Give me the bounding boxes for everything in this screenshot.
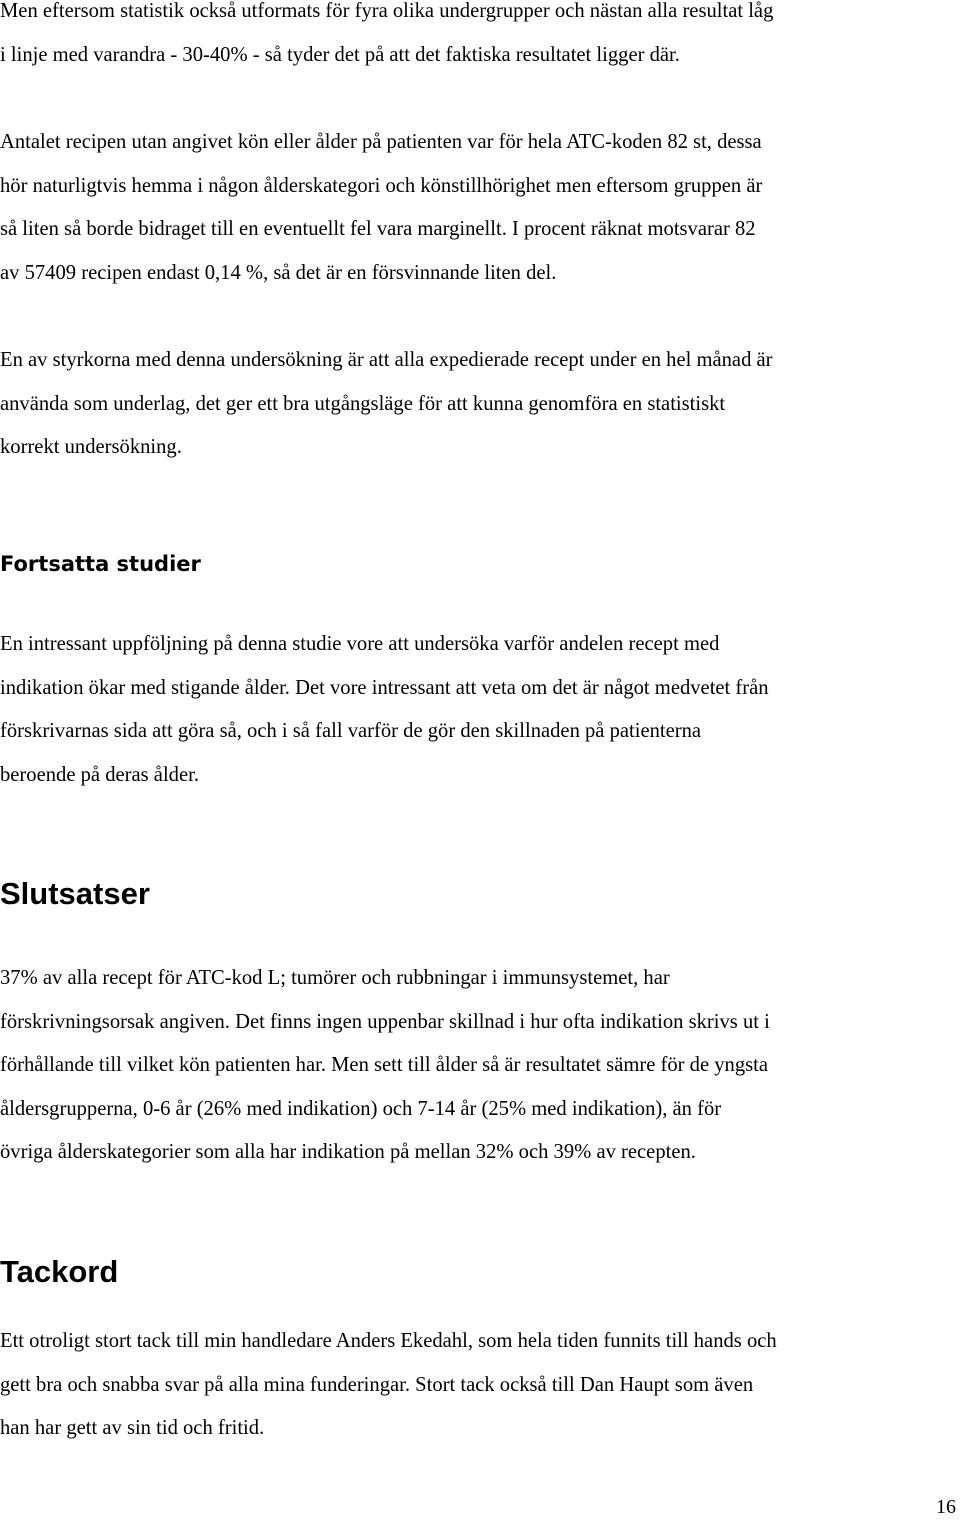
text-line: övriga ålderskategorier som alla har indikation på mellan 32% och 39% av recepten. (0, 1141, 696, 1164)
text-line: åldersgrupperna, 0-6 år (26% med indikation) och 7-14 år (25% med indikation), än för (0, 1097, 722, 1120)
paragraph-further-studies (0, 623, 960, 797)
text-line: Men eftersom statistik också utformats för fyra olika undergrupper och nästan alla resultat låg (0, 0, 774, 22)
text-line: hör naturligtvis hemma i någon ålderskategori och könstillhörighet men eftersom gruppen är (0, 174, 763, 197)
text-line: använda som underlag, det ger ett bra utgångsläge för att kunna genomföra en statistiskt (0, 392, 726, 415)
paragraph-conclusions (0, 957, 960, 1175)
text-line: beroende på deras ålder. (0, 763, 199, 786)
text-line: av 57409 recipen endast 0,14 %, så det är en försvinnande liten del. (0, 261, 557, 284)
paragraph-statistics-subgroups (0, 0, 960, 77)
paragraph-acknowledgements (0, 1320, 960, 1451)
text-line: förskrivarnas sida att göra så, och i så fall varför de gör den skillnaden på patienterna (0, 720, 702, 743)
text-line: Antalet recipen utan angivet kön eller ålder på patienten var för hela ATC-koden 82 st, dessa (0, 131, 762, 153)
paragraph-missing-gender-age (0, 121, 960, 295)
text-line: så liten så borde bidraget till en eventuellt fel vara marginellt. I procent räknat motsvarar 82 (0, 218, 756, 241)
text-line: En intressant uppföljning på denna studie vore att undersöka varför andelen recept med (0, 633, 720, 655)
text-line: 37% av alla recept för ATC-kod L; tumörer och rubbningar i immunsystemet, har (0, 967, 670, 989)
text-line: förskrivningsorsak angiven. Det finns ingen uppenbar skillnad i hur ofta indikation skrivs ut i (0, 1010, 770, 1033)
text-line: han har gett av sin tid och fritid. (0, 1417, 265, 1440)
text-line: En av styrkorna med denna undersökning är att alla expedierade recept under en hel månad är (0, 349, 773, 371)
heading-tackord: Tackord (0, 1254, 119, 1289)
text-line: gett bra och snabba svar på alla mina funderingar. Stort tack också till Dan Haupt som även (0, 1373, 754, 1396)
text-line: förhållande till vilket kön patienten har. Men sett till ålder så är resultatet sämre för de yngsta (0, 1054, 769, 1077)
text-line: Ett otroligt stort tack till min handledare Anders Ekedahl, som hela tiden funnits till hands och (0, 1330, 777, 1352)
text-line: indikation ökar med stigande ålder. Det vore intressant att veta om det är något medvetet från (0, 676, 769, 699)
heading-fortsatta-studier: Fortsatta studier (0, 552, 201, 576)
page-number: 16 (936, 1496, 956, 1518)
text-line: korrekt undersökning. (0, 436, 182, 459)
paragraph-study-strengths (0, 339, 960, 470)
heading-slutsatser: Slutsatser (0, 876, 150, 911)
text-line: i linje med varandra - 30-40% - så tyder det på att det faktiska resultatet ligger där. (0, 43, 680, 66)
